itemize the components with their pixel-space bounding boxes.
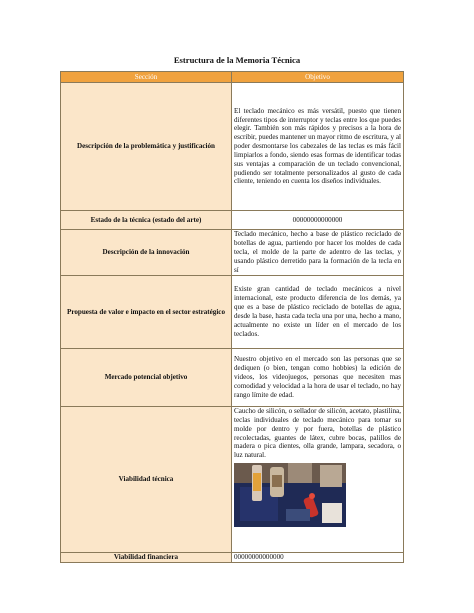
table-row xyxy=(61,553,404,563)
materials-photo xyxy=(234,463,346,527)
header-seccion: Sección xyxy=(61,72,232,83)
table-header-row xyxy=(61,72,404,83)
objective-text: Caucho de silicón, o sellador de silicón, acetato, plastilina, teclas individuales de teclado mecánico para tomar su molde por dentro y por fuera, botellas de plástico recolectadas, guantes de látex, cubre bocas, palillos de madera o pica dientes, olla grande, lampara, secadora, o luz natural. xyxy=(234,407,401,460)
section-cell: Propuesta de valor e impacto en el sector estratégico xyxy=(61,276,232,349)
objective-cell: Teclado mecánico, hecho a base de plástico reciclado de botellas de agua, partiendo por hacer los moldes de cada tecla, el molde de la parte de adentro de las teclas, y usando plástico derretido para la formación de la tecla en sí xyxy=(232,230,404,276)
page-title: Estructura de la Memoria Técnica xyxy=(173,55,301,65)
header-objetivo: Objetivo xyxy=(232,72,404,83)
section-cell: Descripción de la innovación xyxy=(61,230,232,276)
memoria-table xyxy=(60,71,404,563)
section-cell: Estado de la técnica (estado del arte) xyxy=(61,211,232,230)
table-row xyxy=(61,407,404,553)
table-row xyxy=(61,276,404,349)
table-row xyxy=(61,230,404,276)
objective-cell: 00000000000000 xyxy=(232,211,404,230)
table-row xyxy=(61,211,404,230)
section-cell: Viabilidad técnica xyxy=(61,407,232,553)
table-row xyxy=(61,83,404,211)
section-cell: Mercado potencial objetivo xyxy=(61,349,232,407)
objective-cell: 00000000000000 xyxy=(232,553,404,563)
objective-cell xyxy=(232,407,404,553)
table-row xyxy=(61,349,404,407)
objective-cell: El teclado mecánico es más versátil, puesto que tienen diferentes tipos de interruptor y teclas entre los que puedes elegir. También son más rápidos y precisos a la hora de escribir, puedes mantener un mayor ritmo de escritura, y al poder desmontarse los cabezales de las teclas es más fácil limpiarlos a fondo, siendo esas formas de identificar todas sus ventajas a comparación de un teclado convencional, pudiendo ser totalmente personalizados al gusto de cada cliente, teniendo en cuenta los diseños individuales. xyxy=(232,83,404,211)
objective-cell: Existe gran cantidad de teclado mecánicos a nivel internacional, este producto diferencia de los demás, ya que es a base de plástico reciclado de botellas de agua, desde la base, hasta cada tecla una por una, hecho a mano, actualmente no existe un líder en el mercado de los teclados. xyxy=(232,276,404,349)
section-cell: Viabilidad financiera xyxy=(61,553,232,563)
section-cell: Descripción de la problemática y justificación xyxy=(61,83,232,211)
objective-cell: Nuestro objetivo en el mercado son las personas que se dediquen (o bien, tengan como hobbies) la edición de videos, los videojuegos, personas que necesiten mas comodidad y velocidad a la hora de usar el teclado, no hay rango límite de edad. xyxy=(232,349,404,407)
